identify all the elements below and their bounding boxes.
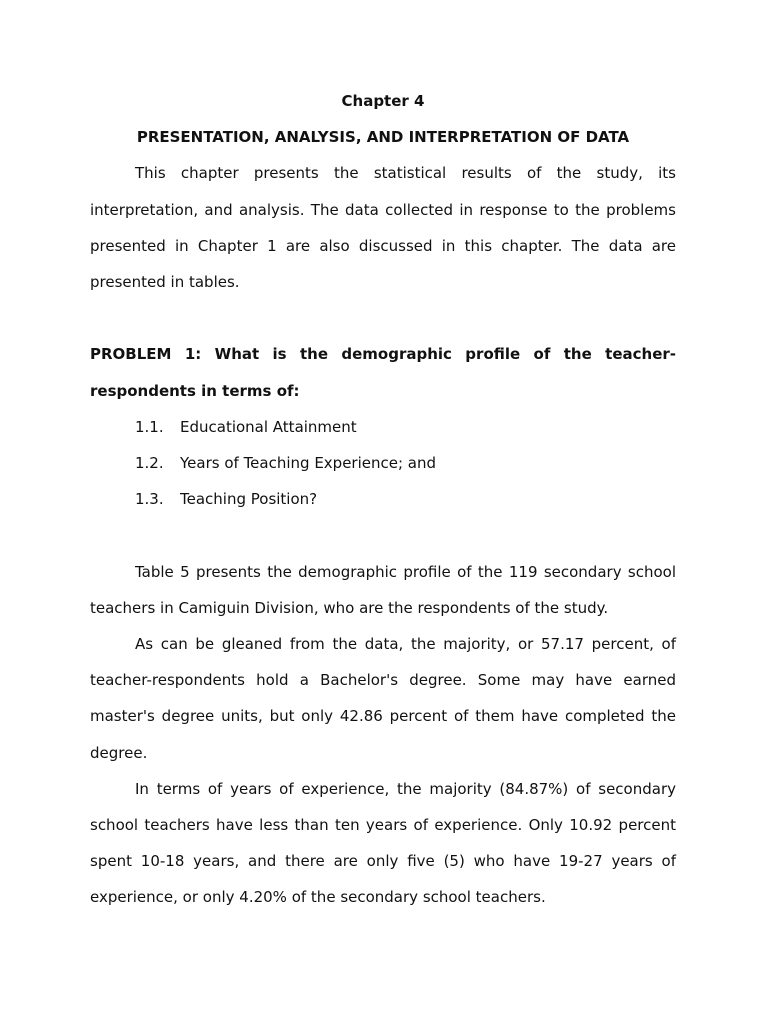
problem-subitems	[90, 409, 676, 518]
chapter-label: Chapter 4	[341, 92, 425, 110]
list-item	[90, 409, 676, 445]
item-number: 1.3.	[135, 490, 164, 509]
body-paragraph: As can be gleaned from the data, the majority, or 57.17 percent, of teacher-respondents hold a Bachelor's degree. Some may have earned master's degree units, but only 42.86 percent of them have completed the degree.	[90, 635, 676, 762]
body-paragraph: Table 5 presents the demographic profile of the 119 secondary school teachers in Camiguin Division, who are the respondents of the study.	[90, 562, 676, 617]
list-item	[90, 481, 676, 517]
document-page	[90, 83, 676, 916]
problem-statement: PROBLEM 1: What is the demographic profile of the teacher-respondents in terms of:	[90, 345, 676, 400]
item-number: 1.1.	[135, 417, 164, 436]
item-number: 1.2.	[135, 454, 164, 473]
item-text: Years of Teaching Experience; and	[180, 454, 437, 473]
spacer	[90, 517, 676, 553]
chapter-title: PRESENTATION, ANALYSIS, AND INTERPRETATION OF DATA	[136, 128, 630, 147]
body-paragraph: In terms of years of experience, the majority (84.87%) of secondary school teachers have less than ten years of experience. Only 10.92 percent spent 10-18 years, and there are only five (5) who have 19-27 years of experience, or only 4.20% of the secondary school teachers.	[90, 779, 676, 907]
spacer	[90, 300, 676, 336]
intro-paragraph: This chapter presents the statistical results of the study, its interpretation, and analysis. The data collected in response to the problems presented in Chapter 1 are also discussed in this chapter. The data are presented in tables.	[90, 164, 676, 292]
item-text: Teaching Position?	[180, 490, 318, 509]
item-text: Educational Attainment	[180, 417, 357, 436]
list-item	[90, 445, 676, 481]
